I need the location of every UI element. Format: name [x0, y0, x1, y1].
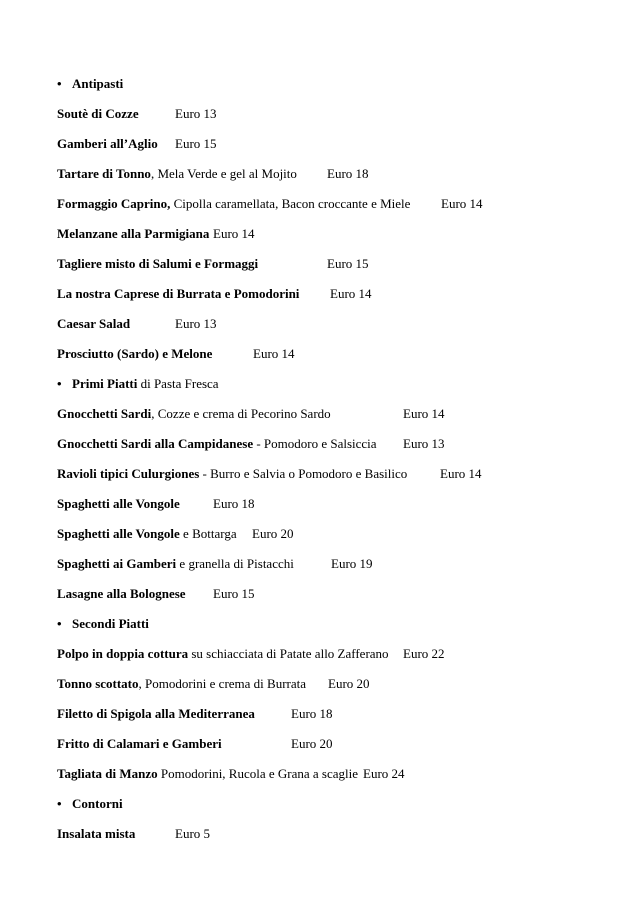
- item-name: Gnocchetti Sardi: [57, 406, 152, 421]
- section-title: Antipasti: [72, 76, 124, 91]
- bullet-icon: •: [57, 376, 62, 391]
- item-description: , Pomodorini e crema di Burrata: [138, 676, 307, 691]
- item-price: Euro 18: [213, 496, 255, 511]
- menu-list: [0, 69, 640, 849]
- bullet-icon: •: [57, 616, 62, 631]
- section-suffix: di Pasta Fresca: [137, 376, 219, 391]
- item-name: Gamberi all’Aglio: [57, 136, 158, 151]
- item-name: Caesar Salad: [57, 316, 131, 331]
- menu-item-row: [0, 249, 640, 279]
- menu-item-row: [0, 309, 640, 339]
- item-description: e granella di Pistacchi: [176, 556, 294, 571]
- menu-item-row: [0, 99, 640, 129]
- item-price: Euro 20: [252, 526, 294, 541]
- menu-item-row: [0, 219, 640, 249]
- bullet-icon: •: [57, 76, 62, 91]
- menu-item-row: [0, 129, 640, 159]
- menu-item-row: [0, 639, 640, 669]
- item-name: Tartare di Tonno: [57, 166, 151, 181]
- menu-item-row: [0, 279, 640, 309]
- menu-item-row: [0, 189, 640, 219]
- item-price: Euro 20: [291, 736, 333, 751]
- menu-section-heading: [0, 69, 640, 99]
- item-price: Euro 14: [441, 196, 483, 211]
- item-price: Euro 13: [403, 436, 445, 451]
- item-name: Soutè di Cozze: [57, 106, 139, 121]
- item-price: Euro 14: [253, 346, 295, 361]
- item-price: Euro 15: [213, 586, 255, 601]
- item-name: Formaggio Caprino,: [57, 196, 171, 211]
- item-name: Lasagne alla Bolognese: [57, 586, 186, 601]
- item-description: Pomodorini, Rucola e Grana a scaglie: [157, 766, 359, 781]
- menu-item-row: [0, 549, 640, 579]
- menu-section-heading: [0, 369, 640, 399]
- item-price: Euro 14: [213, 226, 255, 241]
- item-description: , Mela Verde e gel al Mojito: [150, 166, 297, 181]
- menu-section-heading: [0, 789, 640, 819]
- item-price: Euro 13: [175, 106, 217, 121]
- menu-section-heading: [0, 609, 640, 639]
- item-price: Euro 15: [175, 136, 217, 151]
- item-name: La nostra Caprese di Burrata e Pomodorini: [57, 286, 300, 301]
- item-description: su schiacciata di Patate allo Zafferano: [188, 646, 389, 661]
- item-name: Polpo in doppia cottura: [57, 646, 189, 661]
- item-name: Ravioli tipici Culurgiones: [57, 466, 200, 481]
- item-description: e Bottarga: [179, 526, 237, 541]
- menu-item-row: [0, 759, 640, 789]
- item-name: Prosciutto (Sardo) e Melone: [57, 346, 213, 361]
- item-price: Euro 22: [403, 646, 445, 661]
- menu-item-row: [0, 399, 640, 429]
- menu-item-row: [0, 159, 640, 189]
- item-name: Melanzane alla Parmigiana: [57, 226, 210, 241]
- menu-item-row: [0, 459, 640, 489]
- menu-item-row: [0, 339, 640, 369]
- menu-item-row: [0, 429, 640, 459]
- section-title: Secondi Piatti: [72, 616, 149, 631]
- item-description: Cipolla caramellata, Bacon croccante e Miele: [170, 196, 411, 211]
- item-name: Spaghetti alle Vongole: [57, 496, 180, 511]
- item-description: , Cozze e crema di Pecorino Sardo: [151, 406, 331, 421]
- menu-item-row: [0, 489, 640, 519]
- item-description: - Burro e Salvia o Pomodoro e Basilico: [199, 466, 408, 481]
- item-name: Insalata mista: [57, 826, 136, 841]
- item-description: - Pomodoro e Salsiccia: [253, 436, 377, 451]
- item-name: Fritto di Calamari e Gamberi: [57, 736, 222, 751]
- item-price: Euro 5: [175, 826, 211, 841]
- item-name: Spaghetti alle Vongole: [57, 526, 180, 541]
- item-price: Euro 14: [330, 286, 372, 301]
- item-name: Tagliata di Manzo: [57, 766, 158, 781]
- item-price: Euro 14: [403, 406, 445, 421]
- item-price: Euro 24: [363, 766, 405, 781]
- section-title: Primi Piatti: [72, 376, 138, 391]
- menu-item-row: [0, 579, 640, 609]
- section-title: Contorni: [72, 796, 123, 811]
- menu-item-row: [0, 729, 640, 759]
- item-name: Tagliere misto di Salumi e Formaggi: [57, 256, 259, 271]
- menu-item-row: [0, 519, 640, 549]
- menu-item-row: [0, 699, 640, 729]
- item-price: Euro 13: [175, 316, 217, 331]
- menu-item-row: [0, 819, 640, 849]
- item-price: Euro 20: [328, 676, 370, 691]
- bullet-icon: •: [57, 796, 62, 811]
- menu-item-row: [0, 669, 640, 699]
- item-price: Euro 18: [327, 166, 369, 181]
- item-price: Euro 18: [291, 706, 333, 721]
- item-price: Euro 19: [331, 556, 373, 571]
- item-price: Euro 15: [327, 256, 369, 271]
- item-name: Gnocchetti Sardi alla Campidanese: [57, 436, 254, 451]
- item-price: Euro 14: [440, 466, 482, 481]
- item-name: Spaghetti ai Gamberi: [57, 556, 177, 571]
- item-name: Tonno scottato: [57, 676, 139, 691]
- item-name: Filetto di Spigola alla Mediterranea: [57, 706, 255, 721]
